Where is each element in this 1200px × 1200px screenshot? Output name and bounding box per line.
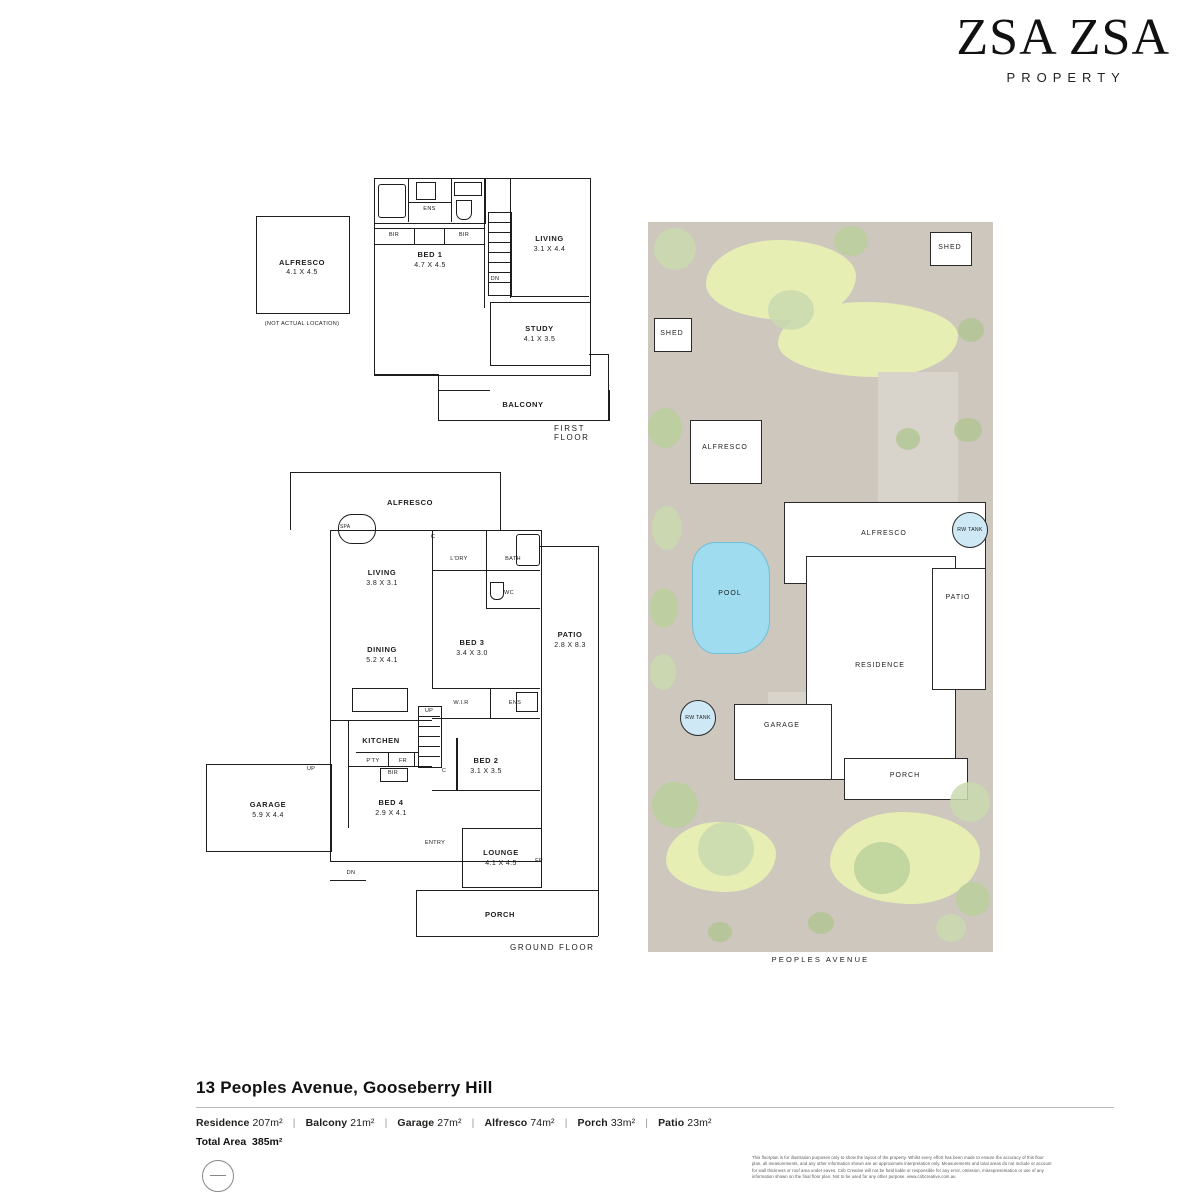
site-alfresco-detached (690, 420, 762, 484)
basin-icon (454, 182, 482, 196)
ground-wir-label: W.I.R (453, 700, 469, 706)
brand-name: ZSA ZSA (956, 9, 1170, 66)
tree-icon (956, 882, 990, 916)
area-value-porch: 33m² (610, 1117, 636, 1129)
tree-icon (698, 822, 754, 876)
site-garage (734, 704, 832, 780)
area-value-alfresco: 74m² (530, 1117, 555, 1129)
area-sep: | (384, 1117, 388, 1129)
rw-tank-west-label: RW TANK (685, 714, 711, 721)
ground-patio-dim: 2.8 X 8.3 (554, 642, 586, 649)
first-floor-living-label: LIVING (535, 234, 564, 243)
wc-icon (456, 200, 472, 220)
ground-bed3-dim: 3.4 X 3.0 (456, 650, 488, 657)
area-value-balcony: 21m² (350, 1117, 375, 1129)
area-value-residence: 207m² (252, 1117, 283, 1129)
brand-logo (956, 9, 1170, 85)
ground-lounge-dim: 4.1 X 4.5 (485, 860, 517, 867)
tree-icon (654, 228, 696, 270)
first-floor-title: FIRST FLOOR (554, 424, 590, 442)
ground-wc-label: WC (504, 590, 514, 596)
tree-icon (950, 782, 990, 822)
ground-bed4-dim: 2.9 X 4.1 (375, 810, 407, 817)
first-floor-bed1-dim: 4.7 X 4.5 (414, 262, 446, 269)
first-floor-alfresco-dim: 4.1 X 4.5 (286, 269, 318, 276)
ground-dining-dim: 5.2 X 4.1 (366, 657, 398, 664)
ground-floor-title: GROUND FLOOR (510, 943, 595, 952)
kitchen-island-icon (352, 688, 408, 712)
footer-divider (196, 1107, 1114, 1108)
area-sep: | (292, 1117, 296, 1129)
ground-garage-label: GARAGE (249, 800, 287, 809)
ground-bed4-label: BED 4 (378, 798, 404, 807)
ground-garage-dim: 5.9 X 4.4 (252, 812, 284, 819)
site-garage-label: GARAGE (764, 722, 800, 729)
ground-kitchen-label: KITCHEN (362, 736, 400, 745)
tree-icon (854, 842, 910, 894)
ground-living-label: LIVING (367, 568, 397, 577)
north-marker-icon (202, 1160, 234, 1192)
site-alfresco-attached-label: ALFRESCO (861, 530, 907, 537)
tree-icon (652, 506, 682, 550)
ground-ens-label: ENS (508, 700, 522, 706)
site-patio (932, 568, 986, 690)
ground-bir-label: BIR (387, 770, 399, 776)
total-area-label: Total Area (196, 1136, 247, 1148)
footer (196, 1078, 1156, 1148)
brand-subtitle: PROPERTY (1006, 70, 1126, 85)
first-floor-dn-label: DN (490, 276, 500, 282)
bathtub-icon (378, 184, 406, 218)
ground-up-label-2: UP (306, 766, 316, 772)
tree-icon (768, 290, 814, 330)
area-label-balcony: Balcony (305, 1117, 348, 1129)
tree-icon (650, 588, 678, 628)
tree-icon (650, 654, 676, 690)
tree-icon (652, 782, 698, 828)
ground-dn-label: DN (346, 870, 356, 876)
total-area-value: 385m² (252, 1136, 283, 1148)
area-label-residence: Residence (196, 1117, 250, 1129)
total-area (196, 1136, 1156, 1148)
first-floor-balcony-label: BALCONY (502, 400, 544, 409)
rw-tank-east-label: RW TANK (957, 526, 983, 533)
ground-dining-label: DINING (367, 645, 397, 654)
site-patio-label: PATIO (945, 594, 971, 601)
disclaimer-text: This floorplan is for illustration purposes only to show the layout of the property. Whilst every effort has been made to ensure the accuracy of this floor plan, all measurements, and any other information shown are an approximate interpretation only. Measurements and total areas do not include or account for wall thickness or roof area under eaves. Crib Creative will not be held liable or responsible for any error, omission, misrepresentation or use of any information shown on the final floor plan. Not to be used for any other purpose. www.cribcreative.com.au (752, 1155, 1052, 1179)
tree-icon (834, 226, 868, 256)
first-floor-bed1-label: BED 1 (417, 250, 443, 259)
ground-bir-box (380, 768, 408, 782)
ground-bed2-dim: 3.1 X 3.5 (470, 768, 502, 775)
first-floor-study-label: STUDY (525, 324, 554, 333)
first-floor-ens-label: ENS (423, 206, 436, 212)
ground-patio-label: PATIO (557, 630, 583, 639)
ground-bed3-label: BED 3 (459, 638, 485, 647)
first-floor-plan (248, 176, 608, 442)
ground-pantry-label: P'TY (366, 758, 380, 764)
area-sep: | (564, 1117, 568, 1129)
shrub-icon (954, 418, 982, 442)
ground-ldry-label: L'DRY (450, 556, 468, 562)
site-residence-label: RESIDENCE (855, 662, 905, 669)
ground-closet-2: C (441, 768, 447, 774)
ground-bath-label: BATH (505, 556, 521, 562)
area-label-garage: Garage (397, 1117, 435, 1129)
first-floor-alfresco-label: ALFRESCO (278, 258, 326, 267)
first-floor-living-dim: 3.1 X 4.4 (533, 246, 566, 253)
ground-fireplace-label: FP (535, 858, 543, 864)
shrub-icon (808, 912, 834, 934)
ground-alfresco-label: ALFRESCO (386, 498, 434, 507)
ground-bath-tub-icon (516, 534, 540, 566)
site-porch (844, 758, 968, 800)
ground-porch-label: PORCH (484, 910, 516, 919)
shed-northeast-label: SHED (938, 244, 962, 251)
area-value-patio: 23m² (687, 1117, 712, 1129)
area-sep: | (645, 1117, 649, 1129)
ground-ens-shower-icon (516, 692, 538, 712)
area-value-garage: 27m² (437, 1117, 462, 1129)
site-alfresco-detached-label: ALFRESCO (702, 444, 748, 451)
shrub-icon (896, 428, 920, 450)
ground-lounge-label: LOUNGE (483, 848, 519, 857)
shed-west-label: SHED (660, 330, 684, 337)
first-floor-bir-1: BIR (388, 232, 400, 238)
shower-icon (416, 182, 436, 200)
site-pool (692, 542, 770, 654)
ground-up-label-1: UP (424, 708, 434, 714)
first-floor-alfresco-note: (NOT ACTUAL LOCATION) (264, 321, 340, 327)
rw-tank-east (952, 512, 988, 548)
rw-tank-west (680, 700, 716, 736)
ground-fridge-label: FR (398, 758, 408, 764)
tree-icon (648, 408, 682, 448)
ground-bed2-label: BED 2 (473, 756, 499, 765)
tree-icon (936, 914, 966, 942)
area-label-patio: Patio (658, 1117, 685, 1129)
site-pool-label: POOL (718, 590, 742, 597)
area-label-alfresco: Alfresco (484, 1117, 528, 1129)
ground-entry-label: ENTRY (424, 840, 446, 846)
ground-wc-icon (490, 582, 504, 600)
ground-floor-plan: ALFRESCO SPA LIVING 3.8 X 3.1 L'DRY BATH WC C DINING 5.2 X 4.1 BED 3 3.4 X 3.0 W.I.R ENS BED 2 3.1 X 3.5 C KITCHEN P'TY FR UP BED 4 2.9 X 4.1 BIR ENTRY LOUNGE 4.1 X 4.5 FP GARAGE 5.9 X 4.4 UP DN PATIO 2.8 X 8.3 PORCH GROUND FLOOR (200, 470, 610, 955)
site-porch-label: PORCH (889, 772, 921, 779)
ground-living-dim: 3.8 X 3.1 (366, 580, 398, 587)
property-address: 13 Peoples Avenue, Gooseberry Hill (196, 1078, 493, 1097)
first-floor-study-dim: 4.1 X 3.5 (523, 336, 556, 343)
street-name-label: PEOPLES AVENUE (771, 955, 870, 964)
shrub-icon (708, 922, 732, 942)
area-breakdown (196, 1117, 1156, 1129)
shrub-icon (958, 318, 984, 342)
area-sep: | (471, 1117, 475, 1129)
area-label-porch: Porch (577, 1117, 608, 1129)
ground-closet-1: C (430, 534, 436, 540)
site-plan (648, 222, 993, 952)
first-floor-bir-2: BIR (458, 232, 470, 238)
